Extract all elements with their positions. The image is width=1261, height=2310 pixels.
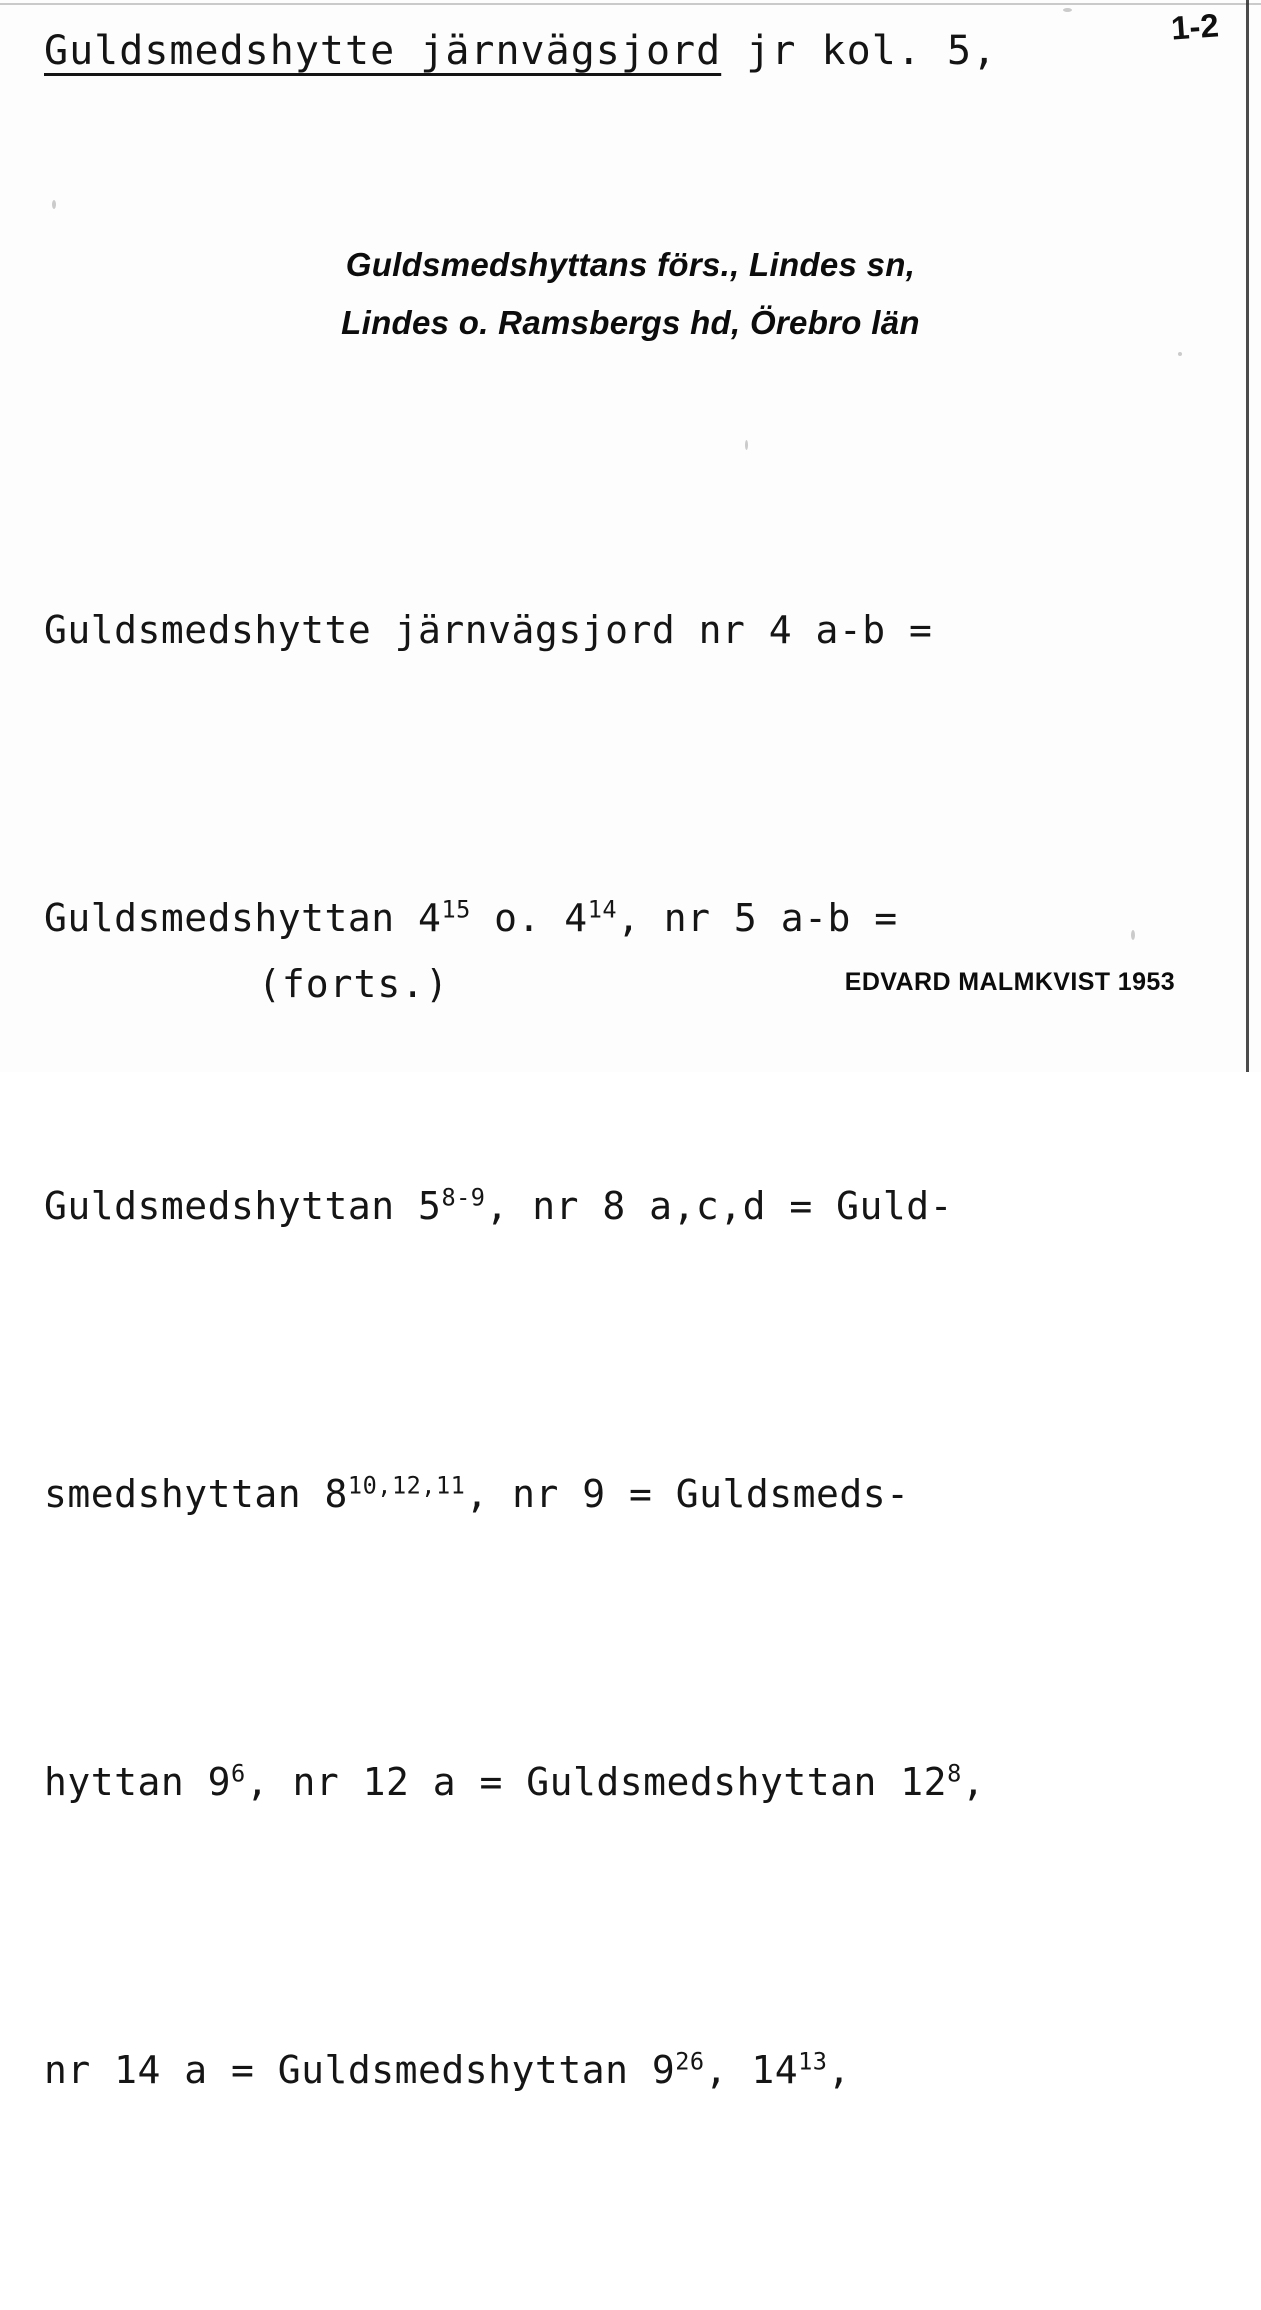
author-signature: EDVARD MALMKVIST 1953: [844, 968, 1175, 996]
body-line-5: hyttan $9^6$, nr 12 a = Guldsmedshyttan $12^8$,: [44, 1759, 986, 1804]
card-heading-suffix: jr kol. 5,: [721, 28, 998, 74]
card-body: [44, 390, 1244, 2310]
parish-block: [0, 236, 1261, 352]
scan-speck: [745, 440, 748, 450]
parish-line-2: Lindes o. Ramsbergs hd, Örebro län: [341, 303, 920, 341]
scan-speck: [52, 200, 56, 209]
body-line-6: nr 14 a = Guldsmedshyttan $9^{26}$, $14^{13}$,: [44, 2047, 851, 2092]
card-heading: [44, 28, 997, 74]
body-line-4: smedshyttan 8$^{10,12,11}$, nr 9 = Guldsmeds-: [44, 1471, 910, 1516]
body-line-2: Guldsmedshyttan $4^{15}$ o. $4^{14}$, nr 5 a-b =: [44, 895, 898, 940]
parish-line-1: Guldsmedshyttans förs., Lindes sn,: [345, 246, 916, 283]
scan-speck: [1131, 930, 1135, 940]
scan-speck: [1063, 8, 1072, 12]
card-number: 1-2: [1170, 6, 1221, 47]
scan-speck: [1178, 352, 1182, 356]
scan-edge-right: [1246, 0, 1249, 1072]
card-heading-title: Guldsmedshytte järnvägsjord: [44, 28, 722, 74]
scan-edge-top: [0, 3, 1261, 5]
body-line-1: Guldsmedshytte järnvägsjord nr 4 a-b =: [44, 608, 933, 652]
continuation-marker: (forts.): [258, 962, 450, 1006]
body-line-3: Guldsmedshyttan 5$^{8-9}$, nr 8 a,c,d = Guld-: [44, 1183, 954, 1228]
